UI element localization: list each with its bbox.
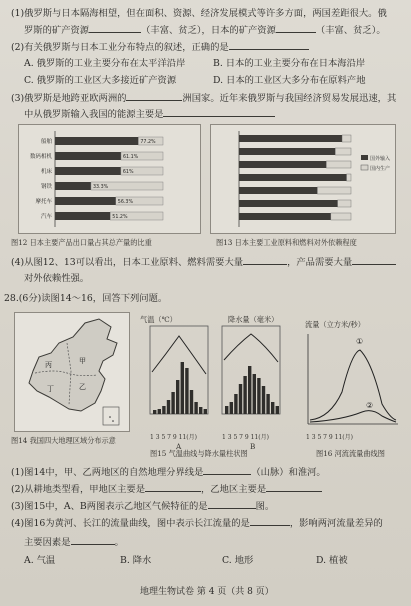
q28-p2: [11, 483, 322, 496]
q1-option-a: A. 俄罗斯的工业主要分布在太平洋沿岸: [24, 58, 186, 69]
q28-p3-text2: 图。: [255, 501, 275, 512]
q1-part3-text2: 洲国家。近年来俄罗斯与我国经济贸易发展迅速，其: [182, 93, 397, 104]
q28-p3-text: (3)图15中，A、B两图表示乙地区气候特征的是: [11, 501, 208, 512]
q1-part4-text2: ，产品需要大量: [287, 257, 353, 268]
fig16-ticks: 1 3 5 7 9 11(月): [306, 434, 353, 441]
fig15b-precip-bar: [257, 378, 260, 414]
fig13-bar-foreign: [239, 213, 331, 220]
fig15b-precip-bar: [248, 366, 251, 414]
fig15b-precip-bar: [271, 402, 274, 414]
fig15a-precip-bar: [185, 368, 188, 414]
q1-part1-line1: (1)俄罗斯与日本隔海相望，但在面积、资源、经济发展模式等许多方面，两国差距很大。俄: [11, 8, 387, 19]
fig12-category-label: 汽车: [40, 214, 52, 220]
fig12-category-label: 钢铁: [40, 184, 52, 190]
answer-blank[interactable]: [250, 517, 290, 526]
fig15a-precip-bar: [171, 392, 174, 414]
q1-part4-text: (4)从图12、13可以看出，日本工业原料、燃料需要大量: [11, 257, 244, 268]
fig12-bar: [55, 152, 121, 160]
fig12-value-label: 61.1%: [122, 155, 139, 160]
map-label-ding: 丁: [47, 385, 54, 393]
q1-part1-hint1: （丰富、贫乏），日本的矿产资源: [141, 25, 276, 36]
fig15b-precip-bar: [262, 386, 265, 414]
q28-p4: [11, 517, 383, 530]
fig15-label-b: B: [250, 442, 256, 451]
fig15b-precip-bar: [230, 402, 233, 414]
fig13-caption: 图13 日本主要工业原料和燃料对外依赖程度: [216, 238, 357, 247]
fig12-category-label: 摩托车: [35, 199, 52, 205]
fig15-prec-label: 降水量（毫米）: [228, 315, 279, 324]
legend-domestic: 国内生产: [370, 166, 391, 172]
fig15a-precip-bar: [176, 380, 179, 414]
fig16-curve-1: [310, 350, 396, 420]
q28-p1: [11, 466, 326, 479]
answer-blank[interactable]: [208, 500, 256, 509]
fig15-caption: 图15 气温曲线与降水量柱状图: [150, 449, 248, 458]
fig14-caption: 图14 我国四大地理区域分布示意: [11, 436, 116, 445]
fig12-caption: 图12 日本主要产品出口量占其总产量的比重: [11, 238, 152, 247]
q1-part1-text: 罗斯的矿产资源: [24, 25, 90, 36]
q1-part1-line2: [24, 24, 386, 37]
answer-blank[interactable]: [126, 92, 182, 101]
q28-option-c: C. 地形: [222, 555, 254, 566]
q1-part3-line1: [11, 92, 396, 105]
answer-blank[interactable]: [266, 483, 322, 492]
q28-p4-text: (4)图16为黄河、长江的流量曲线，图中表示长江流量的是: [11, 518, 250, 529]
fig13-bar-foreign: [239, 148, 335, 155]
q28-p3: [11, 500, 274, 513]
q28-option-d: D. 植被: [316, 555, 348, 566]
fig12-category-label: 船舶: [40, 139, 52, 145]
island-dot: [109, 416, 111, 418]
fig12-bar: [55, 197, 116, 205]
fig13-bar-domestic: [347, 174, 351, 181]
fig12-category-label: 数码相机: [29, 154, 52, 160]
answer-blank[interactable]: [243, 256, 287, 265]
q1-part2-text: (2)有关俄罗斯与日本工业分布特点的叙述，正确的是: [11, 42, 229, 53]
fig12-bar: [55, 137, 138, 145]
q1-option-c: C. 俄罗斯的工业区大多接近矿产资源: [24, 75, 177, 86]
fig13-chart: [210, 124, 396, 234]
fig15b-precip-bar: [253, 374, 256, 414]
q1-part3-text: (3)俄罗斯是地跨亚欧两洲的: [11, 93, 127, 104]
fig12-bar: [55, 182, 91, 190]
fig15b-precip-bar: [276, 406, 279, 414]
fig15b-precip-bar: [239, 384, 242, 414]
q1-option-d: D. 日本的工业区大多分布在原料产地: [213, 75, 366, 86]
fig15-ticks-b: 1 3 5 7 9 11(月): [222, 434, 269, 441]
q1-part3-line2: [24, 108, 275, 121]
fig15a-precip-bar: [194, 402, 197, 414]
fig12-value-label: 33.3%: [92, 185, 109, 190]
legend-foreign: 国外输入: [370, 156, 391, 162]
answer-blank[interactable]: [276, 24, 316, 33]
fig15-label-a: A: [176, 442, 182, 451]
q28-p2-text: (2)从耕地类型看，甲地区主要是: [11, 484, 146, 495]
fig15b-precip-bar: [234, 394, 237, 414]
answer-blank[interactable]: [71, 536, 115, 545]
fig13-bar-domestic: [342, 135, 351, 142]
island-dot: [112, 420, 114, 422]
fig13-bar-foreign: [239, 161, 326, 168]
q28-option-a: A. 气温: [24, 555, 56, 566]
fig14-map: [14, 312, 130, 432]
fig16-caption: 图16 河流流量曲线图: [316, 449, 385, 458]
answer-blank[interactable]: [352, 256, 396, 265]
legend-swatch-domestic: [361, 165, 368, 170]
q1-option-b: B. 日本的工业主要分布在日本海沿岸: [213, 58, 366, 69]
fig15b-precip-bar: [266, 394, 269, 414]
fig12-value-label: 61%: [122, 170, 134, 175]
q28-p4-line2: [24, 536, 124, 549]
fig15a-precip-bar: [162, 406, 165, 414]
answer-blank[interactable]: [163, 108, 275, 117]
q28-intro: 28.(6分)读图14～16，回答下列问题。: [4, 293, 168, 304]
map-label-jia: 甲: [79, 357, 86, 365]
fig15a-precip-bar: [190, 390, 193, 414]
fig13-bar-foreign: [239, 200, 338, 207]
south-sea-inset: [103, 407, 119, 425]
page-footer: 地理生物试卷 第 4 页（共 8 页）: [140, 587, 274, 597]
fig14-svg: [15, 313, 129, 431]
fig12-bar: [55, 212, 110, 220]
fig13-bar-domestic: [317, 187, 351, 194]
fig13-bar-domestic: [335, 148, 351, 155]
q1-part3-text3: 中从俄罗斯输入我国的能源主要是: [24, 109, 164, 120]
fig12-category-label: 机床: [40, 169, 52, 175]
q28-p4-text3: 主要因素是: [24, 537, 71, 548]
q28-p4-text2: ，影响两河流量差异的: [289, 518, 383, 529]
answer-blank[interactable]: [229, 41, 309, 50]
q28-p1-text: (1)图14中，甲、乙两地区的自然地理分界线是: [11, 467, 204, 478]
fig15-temp-label: 气温（℃）: [140, 315, 177, 324]
fig15-svg: [144, 324, 294, 432]
q28-p1-text2: （山脉）和淮河。: [251, 467, 326, 478]
fig15a-precip-bar: [181, 362, 184, 414]
q28-p2-text2: ，乙地区主要是: [201, 484, 267, 495]
fig13-bar-foreign: [239, 187, 317, 194]
chart-a-temp-curve: [152, 336, 206, 374]
fig16-series1-label: ①: [356, 337, 364, 346]
answer-blank[interactable]: [89, 24, 141, 33]
q28-p4-text4: 。: [114, 537, 124, 548]
map-label-yi: 乙: [79, 383, 86, 391]
answer-blank[interactable]: [203, 466, 251, 475]
fig15b-precip-bar: [243, 376, 246, 414]
fig15b-precip-bar: [225, 406, 228, 414]
fig12-svg: [19, 125, 200, 233]
q28-option-b: B. 降水: [120, 555, 152, 566]
fig15a-precip-bar: [158, 409, 161, 414]
fig13-bar-domestic: [338, 200, 351, 207]
fig15a-precip-bar: [199, 407, 202, 414]
fig13-bar-foreign: [239, 174, 347, 181]
q1-part2-line: [11, 41, 309, 54]
fig12-value-label: 56.3%: [117, 200, 134, 205]
fig13-bar-domestic: [326, 161, 351, 168]
fig15-ticks-a: 1 3 5 7 9 11(月): [150, 434, 197, 441]
answer-blank[interactable]: [145, 483, 201, 492]
fig15a-precip-bar: [204, 409, 207, 414]
q1-part4-line2: 对外依赖性强。: [24, 273, 90, 284]
fig15a-precip-bar: [153, 410, 156, 414]
q1-part4-line1: [11, 256, 396, 269]
fig13-bar-domestic: [331, 213, 351, 220]
chart-b-temp-curve: [224, 334, 278, 362]
fig12-chart: [18, 124, 201, 234]
fig15a-precip-bar: [167, 400, 170, 414]
fig16-flow-label: 流量（立方米/秒）: [305, 320, 365, 329]
china-outline: [29, 319, 117, 411]
fig13-bar-foreign: [239, 135, 342, 142]
fig12-value-label: 51.2%: [112, 215, 128, 220]
fig16-svg: [302, 332, 400, 432]
fig12-value-label: 77.2%: [140, 140, 156, 145]
q1-part1-hint2: （丰富、贫乏）。: [315, 25, 386, 36]
fig16-curve-2: [310, 411, 396, 422]
fig16-series2-label: ②: [366, 401, 374, 410]
fig12-bar: [55, 167, 121, 175]
legend-swatch-foreign: [361, 155, 368, 160]
map-label-bing: 丙: [45, 361, 52, 369]
fig13-svg: [211, 125, 395, 233]
